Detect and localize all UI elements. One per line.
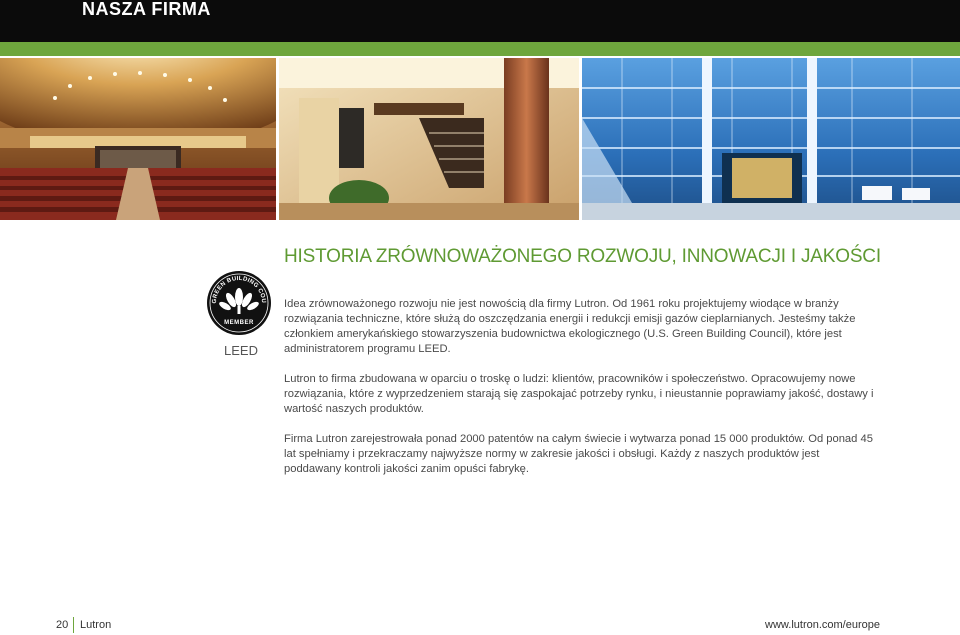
photo-lobby-staircase: [279, 58, 579, 220]
usgbc-member-logo: [206, 270, 272, 336]
logo-arc-text: GREEN BUILDING COU: [211, 275, 267, 304]
footer-brand: Lutron: [80, 619, 112, 631]
paragraph-3: Firma Lutron zarejestrowała ponad 2000 patentów na całym świecie i wytwarza ponad 15 000 produktów. Od ponad 45 lat spełniamy i przekraczamy najwyższe normy w zakresie jakości i obsługi. Każdy z naszych produktów jest poddawany kontroli jakości zanim opuści fabrykę.: [284, 433, 873, 475]
footer-url-link[interactable]: www.lutron.com/europe: [765, 619, 880, 631]
green-accent-bar: [0, 42, 960, 56]
logo-member-text: MEMBER: [224, 320, 254, 326]
top-bar: [0, 0, 960, 42]
logo-caption: LEED: [224, 343, 258, 358]
page-number: 20: [56, 619, 69, 631]
photo-auditorium: [0, 58, 276, 220]
photo-glass-atrium: [582, 58, 960, 220]
footer-divider: [73, 617, 74, 633]
section-heading: HISTORIA ZRÓWNOWAŻONEGO ROZWOJU, INNOWACJI I JAKOŚCI: [284, 246, 881, 267]
paragraph-2: Lutron to firma zbudowana w oparciu o troskę o ludzi: klientów, pracowników i społeczeństwo. Opracowujemy nowe rozwiązania, które z wyprzedzeniem starają się zaspokajać potrzeby rynku, i nieustannie poprawiamy jakość, dostawy i wartość naszych produktów.: [284, 373, 874, 415]
page-title: NASZA FIRMA: [82, 0, 211, 19]
paragraph-1: Idea zrównoważonego rozwoju nie jest nowością dla firmy Lutron. Od 1961 roku projektujemy wiodące w branży rozwiązania techniczne, które służą do oszczędzania energii i redukcji emisji gazów cieplarnianych. Jesteśmy także członkiem amerykańskiego stowarzyszenia budownictwa ekologicznego (U.S. Green Building Council), które jest administratorem programu LEED.: [284, 298, 856, 355]
